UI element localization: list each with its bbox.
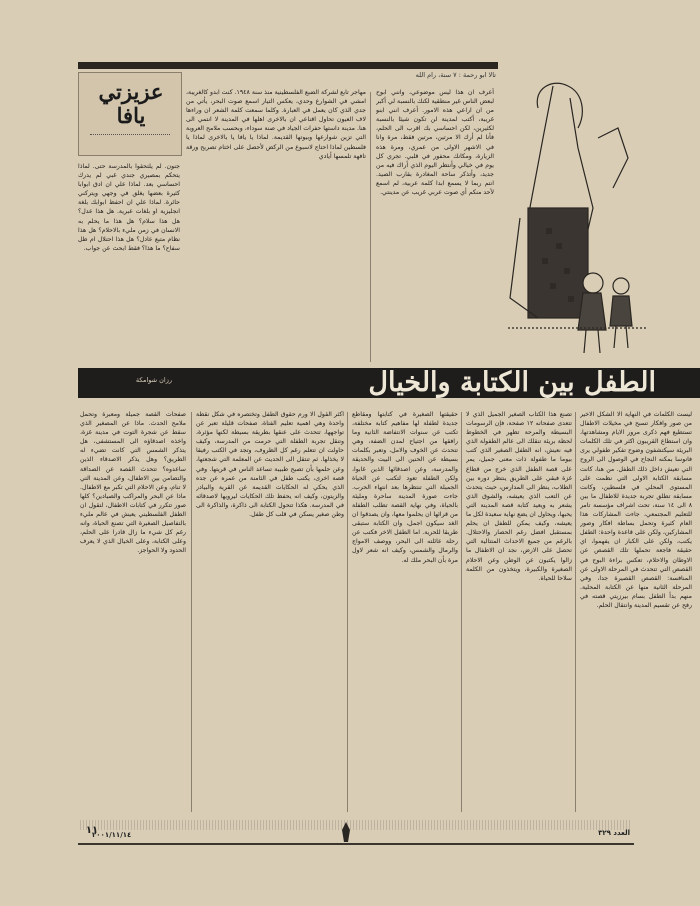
column-divider [370, 92, 371, 362]
child-drawing-illustration [498, 68, 648, 368]
column-divider [575, 412, 576, 812]
letter-column-1: أعرف ان هذا ليس موضوعي، وانني ابوح لبعض الناس غير منطقية لكنك بالنسبة لي أكبر من ان اراعي هذه الامور. أعرف انني ابنو غريبة، أكتب لمدينة لن تكون شيئا بالنسبة لكثيرين، لكن احساسي بك اقرب الى الحلم، فأنا لم أرك الا مرتين، مرتين فقط، مرة وانا في الاشهر الاولى من عمري، ومرة هذه الزيارة، ومكانك محفور في قلبي. تجري كل يوم في خيالي وأنتظر اليوم الذي أراك فيه من جديد، وأتذكر ساحة المغادرة بقارب الصيد. انتم ربما لا يسمع ابدا كلمة عربية، لم اسمع لأحد منكم أي صوت عربي غريب عن مدينتي. [376, 89, 494, 197]
column-divider [347, 412, 348, 812]
body-column-2: تصنع هذا الكتاب الصغير الجميل الذي لا تتعدى صفحاته ١٢ صفحة، فإن الرسومات البسيطة والمرحة تظهر في الخطوط لحظة بريئة تنقلك الى عالم الطفولة الذي فيه نعيش، انه الطفل الصغير الذي كتب بيوما ما طفولة ذات معنى جميل، يمر على قصة الطفل الذي خرج من قطاع غزة فبقي على الطريق ينتظر دوره بين الطلاب، ينظر الى المدارس، حيث يتحدث عن التعب الذي يعيشه، والشوق الذي يشعر به ويعيد كتابة قصة المدينة التي يحبها، ويحاول ان يضع نهاية سعيدة لكل ما يعيشه، وكيف يمكن للطفل ان يحلم بمستقبل افضل رغم الحصار والاحتلال. بالرغم من جميع الاحداث المتتالية التي تحصل على الارض، نجد ان الاطفال ما زالوا يكتبون عن الوطن وعن الاحلام الصغيرة والكبيرة، ويتخذون من الكلمة سلاحا للحياة. [466, 411, 572, 582]
article-title: الطفل بين الكتابة والخيال [368, 367, 656, 398]
byline: تالا ابو رحمة : ٧ سنة، رام الله [415, 71, 496, 79]
letter-title: عزيزتي يافا [98, 79, 164, 128]
issue-number: العدد ٣٢٩ [598, 829, 630, 837]
body-column-1: ليست الكلمات في النهاية الا الشكل الاخير من صور وافكار تسبح في مخيلات الاطفال تستطيع فهم ذكرى مرور الايام ومشاهدتها، وان استطاع القريبون اكثر في تلك الكلمات البريئة سيكتشفون وضوح تفكير طفولي يرى فانوسا بمكنه النجاح في الوصول الى الروح التي تعيش داخل ذلك الطفل. من هنا، كانت مسابقة الكتابة الاولى التي نظمت على المستوى المحلي في فلسطين، وكانت مسابقة تطلق تجربة جديدة للاطفال ما بين ٨ الى ١٤ سنة، تحت اشراف مؤسسة تامر للتعليم المجتمعي، جاءت المشاركات هذا العام كثيرة وتحمل بساطة افكار وصور المشاركين، ولكن على قاعدة واحدة: الطفل يكتب، ولكن على الكبار ان يفهموا، اي حقيقة فاجعة تحملها تلك القصص عن الاوطان والاحلام، تعكس براءة البوح في القصص التي تتحدث في المرحلة الاولى عن المنافسة: القصص القصيرة جدا، وفي المرحلة الثانية منها عن الكتابة المحلية. منهم بدأ الطفل بسام بيرزيتي قصته في رفح عن تقسيم المدينة وانتقال الحلم. [580, 411, 692, 609]
magazine-logo-icon [339, 820, 353, 844]
top-bar [78, 62, 498, 69]
article-author: رزان شوامكة [135, 376, 172, 384]
footer-rule [78, 843, 634, 845]
body-column-4: اكثر القول الا ورم حقوق الطفل وتختصره في شكل نقطة واحدة وهي اهمية تعليم الفتاة، صفحات قليلة تعبر عن تواجهها، تتحدث على عنقها بطريقة بسيطة لكنها مؤثرة، وتنقل تجربة الطفلة التي حرمت من المدرسة، وكيف حاولت ان تتعلم رغم كل الظروف، وتجد في الكتب رفيقا لا يخذلها. ثم تنتقل الى الحديث عن المعلمة التي شجعتها، وعن حلمها بأن تصبح طبيبة تساعد الناس في قريتها. وفي قصة اخرى، يكتب طفل في الثامنة من عمره عن جده الذي يحكي له الحكايات القديمة عن القرية والبيادر والزيتون، وكيف انه يحفظ تلك الحكايات ليرويها لاصدقائه في المدرسة. هكذا تتحول الكتابة الى ذاكرة، والذاكرة الى وطن صغير يسكن في قلب كل طفل. [196, 411, 344, 519]
column-divider [461, 412, 462, 812]
body-column-3: حقيقتها الصغيرة في كتابتها ومقاطع جديدة لطفلة لها مفاهيم كتابة مختلفة، تكتب عن سنوات الانتفاضة الثانية وما رافقها من اجتياح لمدن الضفة، وهي تتحدث عن الخوف والامل، وتعبر بكلمات بسيطة عن الحنين الى البيت والحديقة والمدرسة، وعن اصدقائها الذين غابوا، ولكن الطفلة تعود لتكتب عن الحياة الجميلة التي تنتظرها بعد انتهاء الحرب. جاءت صورة المدينة ساحرة ومليئة بالحياة، وفي نهاية القصة تطلب الطفلة من قرائها ان يحلموا معها، وان يصدقوا ان الغد سيكون اجمل، وان الكتابة ستبقى طريقا للحرية. اما الطفل الاخر فكتب عن رحلة عائلته الى البحر، ووصف الامواج والرمال والشمس، وكيف انه شعر لاول مرة بأن البحر ملك له. [352, 411, 458, 564]
page-number: ١١ [85, 825, 99, 836]
letter-column-3: جنون. لم يلتحقوا بالمدرسة حتى. لماذا يتحكم بمصيري جندي غبي لم يدرك احساسي بعد. لماذا علي ان ادق ابوابا كثيرة بعضها يغلق في وجهي ويتركني حائرة. لماذا علي ان احفظ ابوابك بلغة انجليزية او بلغات عبرية. هل هذا عدل؟ هل هذا سلام؟ هل هذا ما يحلم به الانسان في زمن مليء بالاحلام؟ هل هذا نظام متبع عادل؟ هل هذا احتلال ام ظل سفاح؟ ما هذا؟ فقط ابحث عن جواب. [78, 163, 180, 252]
column-divider [191, 412, 192, 812]
issue-date: ٢٠٠١/١١/١٤ [92, 831, 132, 839]
body-column-5: صفحات القصة جميلة ومعبرة وتحمل ملامح الحدث. ماذا عن المصغير الذي سقط عن شجرة التوت في مدينة غزة، واخذه اصدقاؤه الى المستشفى، هل يتذكر الشمس التي كانت تضيء له الطريق؟ وهل يذكر الاصدقاء الذين ساعدوه؟ تتحدث القصة عن الصداقة والتضامن بين الاطفال، وعن المدينة التي لا تنام، وعن الاحلام التي تكبر مع الاطفال. ماذا عن البحر والمراكب والصيادين؟ كلها صور تتكرر في كتابات الاطفال، لتقول ان الطفل الفلسطيني يعيش في عالم مليء بالتفاصيل الصغيرة التي تصنع الحياة، وانه رغم كل شيء ما زال قادرا على الحلم، وعلى الكتابة، وعلى الخيال الذي لا يعرف الحدود ولا الحواجز. [80, 411, 186, 555]
letter-column-2: مهاجر تابع لشركة الضبع الفلسطينية منذ سنة ١٩٤٨. كنت ابدو كالغريبة، امشي في الشوارع وحدي، يعكس التيار اسمع صوت البحر، يأتي من جدي الذي كان يعمل في العبارة. وكلما سمعت كلمة الشعر ان وراءها لاف العيون تحاول اقناعي ان بالاخرى اهلها في المدينة لا انتمي الى هنا. مدينة داستها حفرات الجياد في صنة سوداء، وبحسب ملامح العروبة التي تزين شوارعها وبيوتها القديمة. لماذا يا يافا يا بالاخرى لماذا يا فلسطين لماذا احتاج لاسبوع من الركض لأحصل على اختام تصريح ورقة تافهة تلمسها أيادي [186, 89, 366, 160]
letter-title-divider [90, 134, 170, 138]
